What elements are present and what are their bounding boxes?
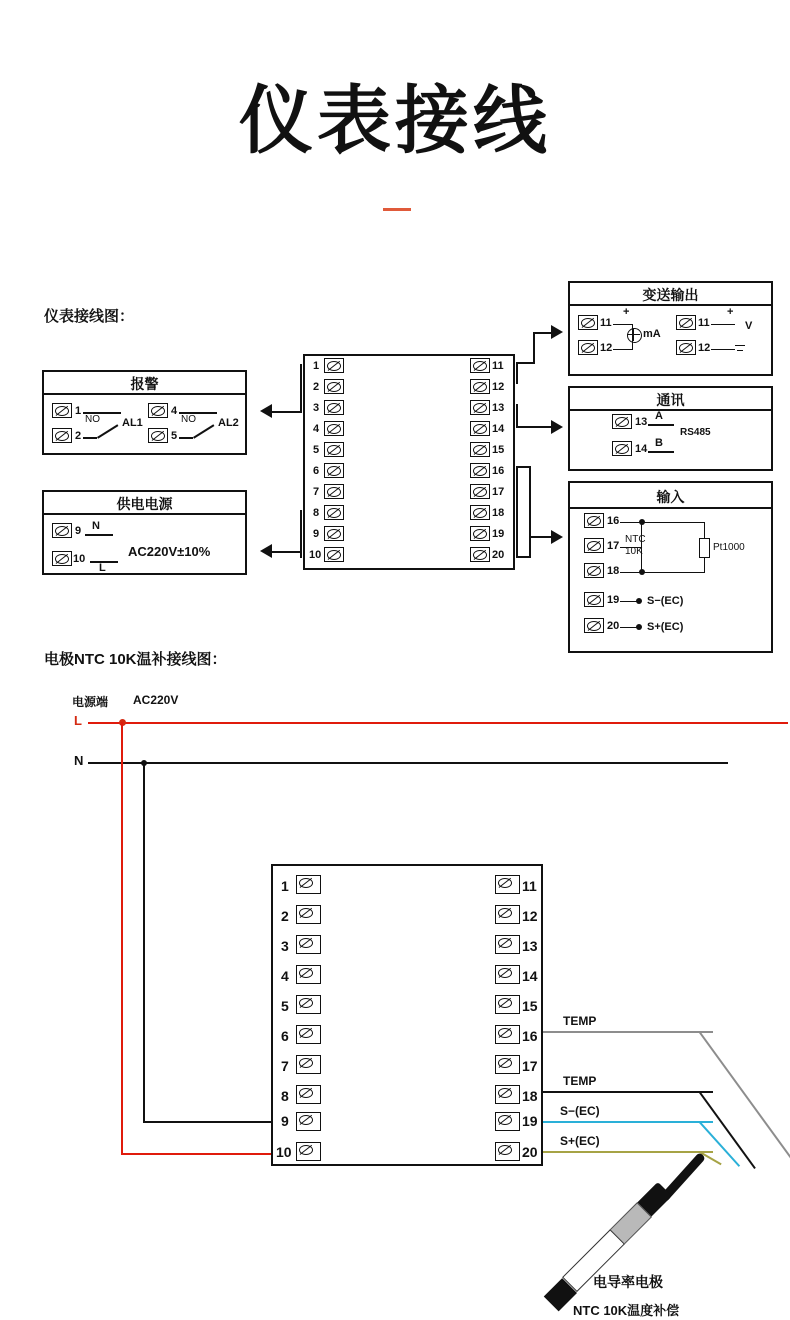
terminal-number: 5 [281,998,289,1014]
terminal-number: 20 [607,620,620,632]
input-pt1000-label: Pt1000 [713,542,745,553]
junction-dot [636,598,642,604]
terminal-screw [324,505,344,520]
terminal-number: 17 [522,1058,538,1074]
contact-line [97,412,121,414]
wire-temp-gray-diagonal [698,1031,790,1166]
terminal-number: 19 [492,528,505,540]
terminal-number: 1 [281,878,289,894]
contact-line [648,424,674,426]
transmit-plus-label-1: + [623,306,630,318]
terminal-screw [495,1142,520,1161]
line-n-label: N [74,753,84,768]
bracket-line [516,466,518,558]
arrow-right-icon [551,530,563,544]
terminal-screw [495,1025,520,1044]
terminal-screw [296,1112,321,1131]
wire-N-to-terminal9 [143,1121,271,1123]
terminal-screw [676,315,696,330]
terminal-screw [584,538,604,553]
terminal-screw [52,523,72,538]
terminal-screw [148,428,168,443]
terminal-screw [612,414,632,429]
contact-line [641,522,705,523]
contact-line [711,324,735,325]
terminal-screw [495,965,520,984]
bracket-line [533,332,535,364]
contact-line [711,349,735,350]
transmit-ma-label: mA [643,328,661,340]
transmit-v-label: V [745,320,753,332]
terminal-number: 14 [635,443,648,455]
terminal-screw [470,484,490,499]
terminal-number: 18 [492,507,505,519]
input-ntc-label: NTC [625,534,646,545]
contact-line [613,324,633,325]
terminal-screw [470,526,490,541]
junction-dot [636,624,642,630]
terminal-number: 2 [281,908,289,924]
terminal-number: 10 [73,553,86,565]
contact-line [704,522,705,539]
contact-line [179,437,193,439]
terminal-number: 18 [607,565,620,577]
wire-label-s-minus: S−(EC) [560,1104,600,1118]
arrow-right-icon [551,325,563,339]
comm-b-label: B [655,437,663,449]
terminal-number: 12 [600,342,613,354]
terminal-number: 13 [522,938,538,954]
terminal-number: 12 [492,381,505,393]
terminal-screw [495,935,520,954]
terminal-number: 15 [492,444,505,456]
input-splus-label: S+(EC) [647,621,684,633]
line-l-label: L [74,713,82,728]
terminal-number: 1 [313,360,320,372]
terminal-screw [578,315,598,330]
terminal-number: 2 [75,430,82,442]
terminal-number: 19 [607,594,620,606]
electrode-caption-2: NTC 10K温度补偿 [573,1303,680,1318]
resistor-symbol [699,538,710,558]
wire-temp-gray [543,1031,713,1033]
terminal-screw [324,547,344,562]
terminal-number: 9 [313,528,320,540]
terminal-number: 12 [698,342,711,354]
wire-L [88,722,788,724]
terminal-number: 12 [522,908,538,924]
terminal-screw [52,428,72,443]
supply-label: 电源端 [72,695,109,709]
terminal-number: 8 [313,507,320,519]
terminal-number: 4 [171,405,178,417]
terminal-screw [52,403,72,418]
power-n-label: N [92,520,100,532]
wire-N-drop [143,762,145,1123]
terminal-number: 7 [281,1058,289,1074]
terminal-number: 17 [492,486,505,498]
terminal-screw [584,592,604,607]
input-sminus-label: S−(EC) [647,595,684,607]
wire-s-minus-diagonal [698,1121,740,1167]
terminal-screw [324,358,344,373]
terminal-screw [495,905,520,924]
terminal-screw [584,563,604,578]
terminal-number: 11 [698,317,710,329]
terminal-screw [296,905,321,924]
transmit-output-panel-title: 变送输出 [642,287,699,303]
communication-panel-title: 通讯 [656,392,685,408]
terminal-screw [578,340,598,355]
comm-a-label: A [655,410,663,422]
transmit-plus-label-2: + [727,306,734,318]
terminal-screw [470,421,490,436]
alarm-no-label-2: NO [181,414,196,425]
terminal-screw [296,1025,321,1044]
wire-label-temp-1: TEMP [563,1014,597,1028]
bracket-line [516,362,534,364]
terminal-screw [324,400,344,415]
terminal-screw [296,965,321,984]
terminal-number: 9 [281,1113,289,1129]
bracket-line [516,426,553,428]
bracket-line [516,404,518,428]
terminal-number: 20 [522,1144,538,1160]
wire-temp-black [543,1091,713,1093]
wire-s-minus [543,1121,713,1123]
arrow-right-icon [551,420,563,434]
input-10k-label: 10K [625,546,643,557]
terminal-screw [324,379,344,394]
page-title: 仪表接线 [239,78,551,164]
terminal-screw [470,505,490,520]
power-panel-title: 供电电源 [116,496,173,512]
terminal-screw [584,618,604,633]
terminal-screw [470,442,490,457]
wiring-diagram-heading: 仪表接线图： [44,308,135,325]
terminal-number: 13 [492,402,505,414]
alarm-panel-title: 报警 [130,376,159,392]
terminal-number: 8 [281,1088,289,1104]
terminal-screw [495,995,520,1014]
terminal-screw [296,875,321,894]
terminal-screw [296,935,321,954]
supply-voltage: AC220V [133,693,179,707]
terminal-number: 11 [492,360,504,372]
bracket-line [533,332,553,334]
contact-line [193,412,217,414]
terminal-number: 4 [281,968,289,984]
terminal-screw [52,551,72,566]
electrode-diagram-heading: 电极NTC 10K温补接线图： [44,651,227,668]
terminal-number: 16 [607,515,620,527]
terminal-number: 16 [492,465,505,477]
terminal-number: 6 [313,465,320,477]
bracket-line [529,466,531,558]
terminal-screw [324,463,344,478]
terminal-screw [495,1112,520,1131]
minus-sign [737,350,743,351]
bracket-line [300,364,302,412]
power-voltage-value: AC220V±10% [128,544,211,559]
terminal-number: 6 [281,1028,289,1044]
comm-rs485-label: RS485 [680,427,711,438]
terminal-screw [296,1142,321,1161]
terminal-screw [676,340,696,355]
electrode-caption-1: 电导率电极 [593,1274,663,1290]
terminal-screw [584,513,604,528]
terminal-screw [470,463,490,478]
bracket-line [516,466,530,468]
contact-line [85,534,113,536]
meter-icon-line [633,328,634,341]
input-panel-title: 输入 [656,489,685,505]
terminal-screw [470,358,490,373]
bracket-line [516,556,530,558]
terminal-number: 7 [313,486,320,498]
bracket-line [529,536,553,538]
contact-line [83,437,97,439]
terminal-screw [296,1085,321,1104]
terminal-screw [324,421,344,436]
terminal-number: 11 [600,317,612,329]
bracket-line [272,551,302,553]
bracket-line [516,362,518,384]
wire-L-to-terminal10 [121,1153,271,1155]
wire-label-s-plus: S+(EC) [560,1134,600,1148]
minus-sign [735,345,745,346]
terminal-number: 10 [309,549,322,561]
terminal-screw [495,1055,520,1074]
terminal-number: 10 [276,1144,292,1160]
terminal-number: 20 [492,549,505,561]
panel-title-divider [570,507,771,509]
arrow-left-icon [260,544,272,558]
alarm-al2-label: AL2 [218,417,239,429]
terminal-number: 17 [607,540,620,552]
terminal-number: 1 [75,405,82,417]
terminal-screw [495,875,520,894]
contact-line [704,557,705,573]
terminal-number: 13 [635,416,648,428]
terminal-screw [324,442,344,457]
wire-L-drop [121,722,123,1155]
terminal-number: 18 [522,1088,538,1104]
terminal-screw [296,995,321,1014]
terminal-screw [470,379,490,394]
terminal-number: 16 [522,1028,538,1044]
terminal-number: 5 [171,430,178,442]
contact-line [613,349,633,350]
alarm-al1-label: AL1 [122,417,143,429]
arrow-left-icon [260,404,272,418]
title-divider [383,208,411,211]
wire-N [88,762,728,764]
terminal-number: 14 [522,968,538,984]
terminal-screw [148,403,168,418]
wire-label-temp-2: TEMP [563,1074,597,1088]
terminal-screw [324,526,344,541]
terminal-number: 2 [313,381,320,393]
wire-s-plus [543,1151,713,1153]
terminal-number: 4 [313,423,320,435]
alarm-no-label-1: NO [85,414,100,425]
contact-line [648,451,674,453]
terminal-screw [470,400,490,415]
terminal-screw [470,547,490,562]
bracket-line [272,411,302,413]
terminal-number: 9 [75,525,82,537]
terminal-number: 15 [522,998,538,1014]
terminal-number: 3 [281,938,289,954]
terminal-number: 19 [522,1113,538,1129]
contact-line [641,572,705,573]
terminal-screw [296,1055,321,1074]
terminal-screw [612,441,632,456]
terminal-number: 11 [522,878,537,894]
terminal-number: 5 [313,444,320,456]
power-l-label: L [99,562,106,574]
terminal-screw [324,484,344,499]
terminal-screw [495,1085,520,1104]
terminal-number: 3 [313,402,320,414]
meter-icon [627,328,642,343]
terminal-number: 14 [492,423,505,435]
